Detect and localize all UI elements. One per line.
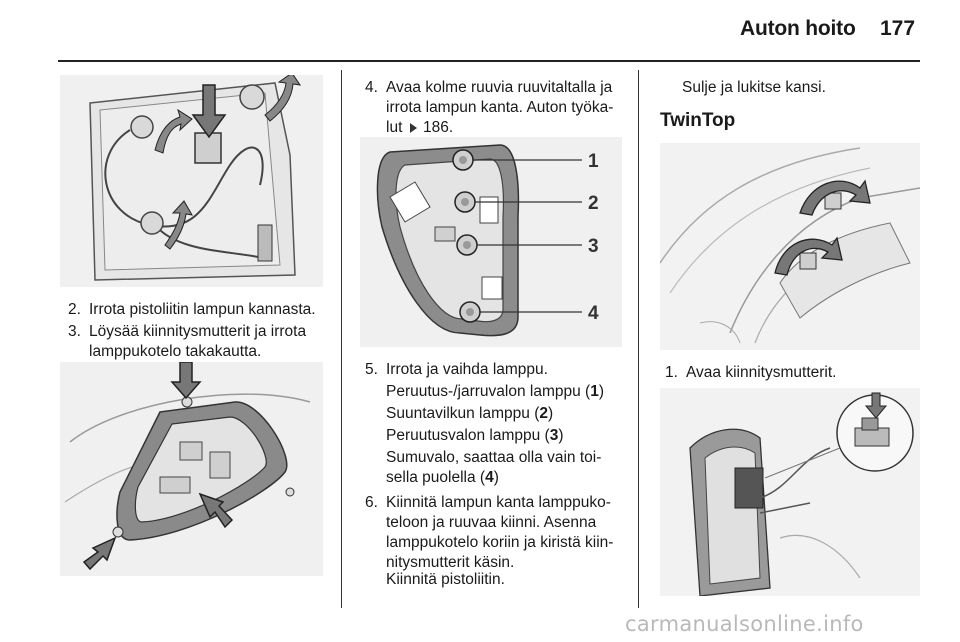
lamp-holder-figure [360,137,622,347]
twintop-step-1-number: 1. [665,364,678,381]
watermark: carmanualsonline.info [625,612,864,636]
step-6 [365,493,637,573]
fog-line-1: Sumuvalo, saattaa olla vain toi- [386,449,602,466]
step-4-line-3-text: lut [386,119,403,136]
bulb-item-1-close: ) [598,383,604,400]
step-5 [365,360,637,380]
bulb-label-1: 1 [588,151,599,172]
step-4-line-2: irrota lampun kanta. Auton työka- [386,99,614,116]
header-rule [58,60,920,62]
step-5-text: Irrota ja vaihda lamppu. [386,361,548,378]
twintop-heading: TwinTop [660,110,736,131]
twintop-lamp-figure [660,388,920,596]
step-4-text [365,78,637,138]
bulb-label-3: 3 [588,236,599,257]
step-3 [68,322,328,362]
twintop-nuts-illustration [660,143,920,350]
close-instruction: Sulje ja lukitse kansi. [682,79,826,96]
step-6-line-3: lamppukotelo koriin ja kiristä kiin- [386,534,614,551]
fog-close: ) [493,469,499,486]
step-4-line-3 [386,118,637,138]
lamp-holder-illustration [360,137,622,347]
step-3-text: Löysää kiinnitysmutterit ja irrota lamppukotelo takakautta. [89,323,307,360]
fog-line-2-text: sella puolella ( [386,469,486,486]
step-4-line-1: Avaa kolme ruuvia ruuvitaltalla ja [386,79,613,96]
bulb-label-4: 4 [588,303,599,324]
bulb-item-1 [386,382,604,402]
ref-triangle-icon [410,123,417,133]
bulb-label-2: 2 [588,193,599,214]
page-number: 177 [880,17,916,40]
bulb-item-3-num: 3 [549,427,559,444]
bulb-item-1-num: 1 [590,383,599,400]
step-3-number: 3. [68,323,81,340]
twintop-nuts-figure [660,143,920,350]
lamp-connector-illustration [60,75,323,287]
step-2 [68,300,343,320]
section-title: Auton hoito [740,17,856,40]
step-5-number: 5. [365,361,378,378]
bulb-item-fog [386,448,601,488]
twintop-step-1 [665,363,925,383]
bulb-item-3-text: Peruutusvalon lamppu ( [386,427,550,444]
fog-line-2 [386,468,601,488]
bulb-item-2 [386,404,553,424]
step-6-line-2: teloon ja ruuvaa kiinni. Asenna [386,514,597,531]
step-6-number: 6. [365,494,378,511]
bulb-item-2-num: 2 [539,405,548,422]
column-divider-2 [638,70,639,608]
bulb-item-2-close: ) [548,405,554,422]
step-2-text: Irrota pistoliitin lampun kannasta. [89,301,316,318]
bulb-item-3 [386,426,564,446]
step-4 [365,78,637,138]
bulb-item-1-text: Peruutus-/jarruvalon lamppu ( [386,383,591,400]
lamp-connector-figure [60,75,323,287]
step-6-text [365,493,637,573]
step-2-number: 2. [68,301,81,318]
step-6-line-4: nitysmutterit käsin. [386,554,515,571]
bulb-item-3-close: ) [558,427,564,444]
step-6-line-1: Kiinnitä lampun kanta lamppuko- [386,494,611,511]
step-4-page-ref: 186. [423,119,454,136]
column-divider-1 [341,70,342,608]
step-4-number: 4. [365,79,378,96]
twintop-step-1-text: Avaa kiinnitysmutterit. [686,364,837,381]
final-instruction: Kiinnitä pistoliitin. [386,571,505,588]
twintop-lamp-illustration [660,388,920,596]
fog-num: 4 [485,469,494,486]
lamp-housing-illustration [60,362,323,576]
lamp-housing-figure [60,362,323,576]
bulb-item-2-text: Suuntavilkun lamppu ( [386,405,540,422]
